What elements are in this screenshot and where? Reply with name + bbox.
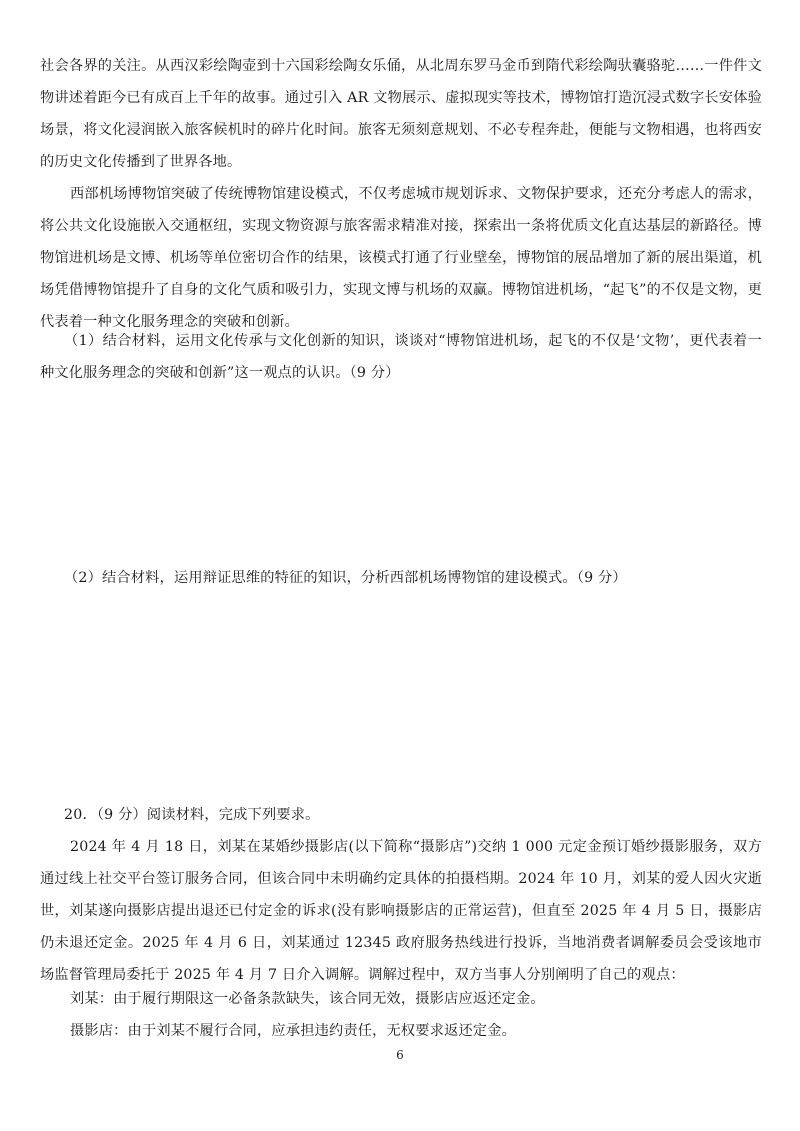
question-1: （1）结合材料，运用文化传承与文化创新的知识，谈谈对“博物馆进机场，起飞的不仅是‘文物’，更代表着一种文化服务理念的突破和创新”这一观点的认识。（9 分） bbox=[40, 333, 762, 381]
question-2: （2）结合材料，运用辩证思维的特征的知识，分析西部机场博物馆的建设模式。（9 分） bbox=[64, 570, 627, 586]
question-20-view-studio: 摄影店：由于刘某不履行合同，应承担违约责任，无权要求返还定金。 bbox=[70, 1023, 517, 1039]
question-20-view-liu: 刘某：由于履行期限这一必备条款缺失，该合同无效，摄影店应返还定金。 bbox=[70, 991, 545, 1007]
answer-space-2 bbox=[40, 598, 762, 798]
page-number: 6 bbox=[396, 1048, 404, 1062]
question-20-heading: 20．（9 分）阅读材料，完成下列要求。 bbox=[64, 807, 320, 823]
question-20-material: 2024 年 4 月 18 日，刘某在某婚纱摄影店(以下简称“摄影店”)交纳 1 000 元定金预订婚纱摄影服务，双方通过线上社交平台签订服务合同，但该合同中未明确约定具体的拍摄档期。2024 年 10 月，刘某的爱人因火灾逝世，刘某遂向摄影店提出退还已付定金的诉求(没有影响摄影店的正常运营)，但直至 2025 年 4 月 5 日，摄影店仍未退还定金。2025 年 4 月 6 日，刘某通过 12345 政府服务热线进行投诉，当地消费者调解委员会受该地市场监督管理局委托于 2025 年 4 月 7 日介入调解。调解过程中，双方当事人分别阐明了自己的观点： bbox=[40, 839, 762, 983]
answer-space-1 bbox=[40, 392, 762, 562]
material-paragraph-2: 西部机场博物馆突破了传统博物馆建设模式，不仅考虑城市规划诉求、文物保护要求，还充分考虑人的需求，将公共文化设施嵌入交通枢纽，实现文物资源与旅客需求精准对接，探索出一条将优质文化直达基层的新路径。博物馆进机场是文博、机场等单位密切合作的结果，该模式打通了行业壁垒，博物馆的展品增加了新的展出渠道，机场凭借博物馆提升了自身的文化气质和吸引力，实现文博与机场的双赢。博物馆进机场，“起飞”的不仅是文物，更代表着一种文化服务理念的突破和创新。 bbox=[40, 186, 762, 330]
material-paragraph-1: 社会各界的关注。从西汉彩绘陶壶到十六国彩绘陶女乐俑，从北周东罗马金币到隋代彩绘陶驮囊骆驼……一件件文物讲述着距今已有成百上千年的故事。通过引入 AR 文物展示、虚拟现实等技术，博物馆打造沉浸式数字长安体验场景，将文化浸润嵌入旅客候机时的碎片化时间。旅客无须刻意规划、不必专程奔赴，便能与文物相遇，也将西安的历史文化传播到了世界各地。 bbox=[40, 58, 762, 170]
